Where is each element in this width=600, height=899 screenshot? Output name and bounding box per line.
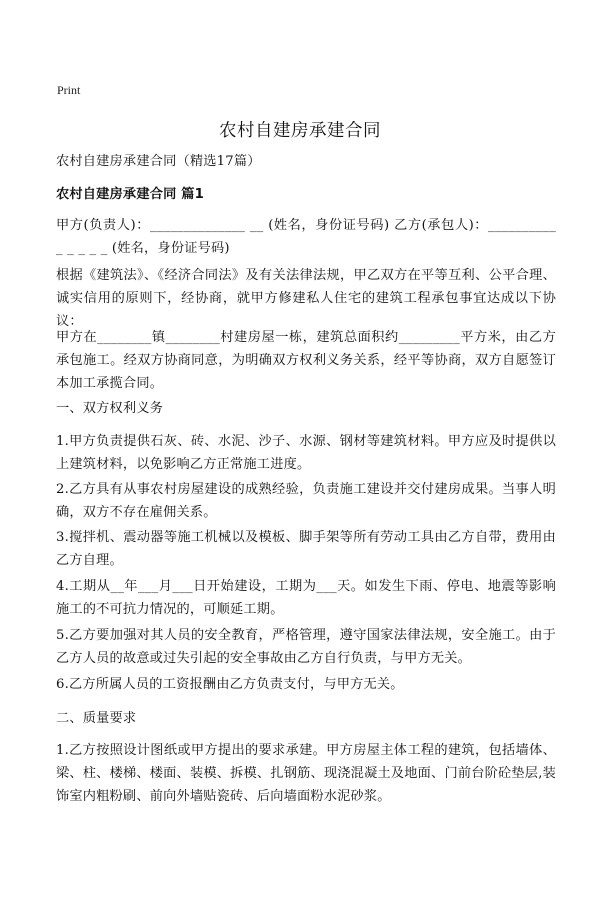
clause-2: 2.乙方具有从事农村房屋建设的成熟经验，负责施工建设并交付建房成果。当事人明确，双方不存在雇佣关系。 bbox=[56, 482, 556, 520]
clause-1: 1.甲方负责提供石灰、砖、水泥、沙子、水源、钢材等建筑材料。甲方应及时提供以上建筑材料，以免影响乙方正常施工进度。 bbox=[56, 434, 556, 472]
clause-5: 5.乙方要加强对其人员的安全教育，严格管理，遵守国家法律法规，安全施工。由于乙方人员的故意或过失引起的安全事故由乙方自行负责，与甲方无关。 bbox=[56, 628, 556, 666]
document-subtitle: 农村自建房承建合同（精选17篇） bbox=[56, 154, 261, 169]
clause-3: 3.搅拌机、震动器等施工机械以及模板、脚手架等所有劳动工具由乙方自带，费用由乙方自理。 bbox=[56, 530, 556, 568]
scope-paragraph: 甲方在________镇________村建房屋一栋，建筑总面积约_________平方米，由乙方承包施工。经双方协商同意，为明确双方权利义务关系，经平等协商，双方自愿签订本加工承揽合同。 bbox=[56, 330, 556, 391]
parties-paragraph: 甲方(负责人)：______________ __ (姓名，身份证号码) 乙方(承包人)：__________ _ _ _ _ _ (姓名，身份证号码) bbox=[56, 218, 556, 256]
clause-6: 6.乙方所属人员的工资报酬由乙方负责支付，与甲方无关。 bbox=[56, 677, 404, 692]
section-title: 农村自建房承建合同 篇1 bbox=[56, 187, 205, 202]
heading-rights-obligations: 一、双方权利义务 bbox=[56, 401, 164, 416]
clause-4: 4.工期从__年___月___日开始建设，工期为___天。如发生下雨、停电、地震等影响施工的不可抗力情况的，可顺延工期。 bbox=[56, 579, 556, 617]
heading-quality-requirements: 二、质量要求 bbox=[56, 711, 137, 726]
document-title: 农村自建房承建合同 bbox=[219, 121, 381, 141]
print-label: Print bbox=[57, 83, 81, 97]
intro-paragraph: 根据《建筑法》、《经济合同法》及有关法律法规，甲乙双方在平等互利、公平合理、诚实信用的原则下，经协商，就甲方修建私人住宅的建筑工程承包事宜达成以下协议： bbox=[56, 268, 556, 329]
quality-clause-1: 1.乙方按照设计图纸或甲方提出的要求承建。甲方房屋主体工程的建筑，包括墙体、梁、柱、楼梯、楼面、装模、拆模、扎钢筋、现浇混凝土及地面、门前台阶砼垫层,装饰室内粗粉刷、前向外墙贴瓷砖、后向墙面粉水泥砂浆。 bbox=[56, 743, 556, 804]
